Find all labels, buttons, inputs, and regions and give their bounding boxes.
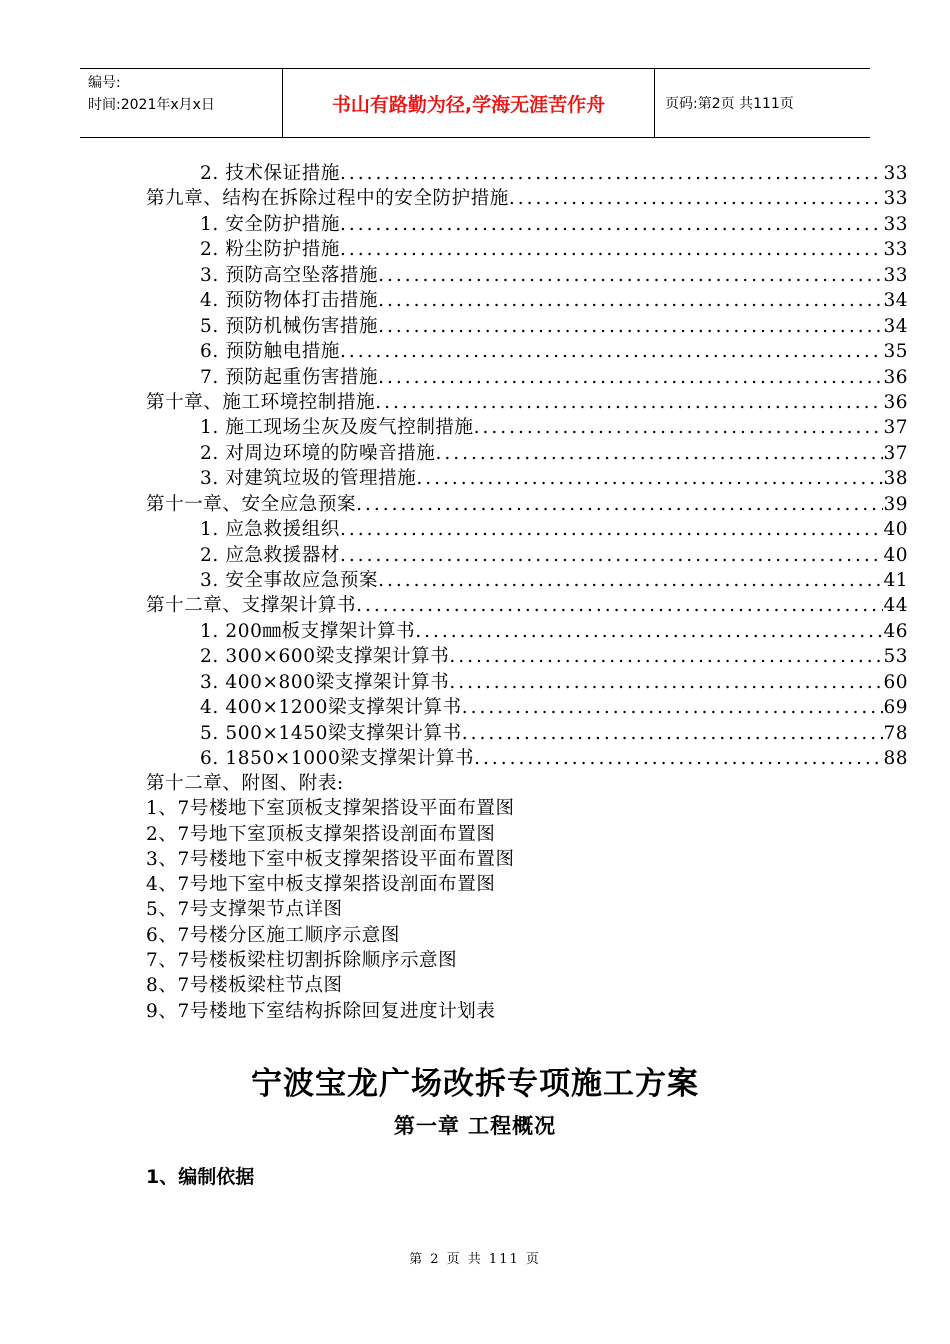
toc-leader-dots (378, 316, 883, 337)
toc-entry-label: 1. 安全防护措施 (200, 213, 340, 235)
toc-entry-page: 37 (883, 442, 908, 464)
toc-entry[interactable] (146, 312, 908, 337)
toc-entry[interactable] (146, 693, 908, 718)
toc-entry[interactable] (146, 591, 908, 616)
toc-entry-page: 46 (883, 620, 908, 642)
toc-leader-dots (378, 570, 883, 591)
appendix-item: 2、7号地下室顶板支撑架搭设剖面布置图 (146, 823, 496, 845)
header-page-info: 页码:第2页 共111页 (665, 96, 794, 112)
toc-entry[interactable] (146, 566, 908, 591)
toc-entry-page: 78 (883, 722, 908, 744)
toc-entry-label: 2. 粉尘防护措施 (200, 239, 340, 261)
toc-entry-page: 34 (883, 315, 908, 337)
toc-entry-page: 33 (883, 264, 908, 286)
toc-entry-label: 7. 预防起重伤害措施 (200, 366, 379, 388)
toc-entry-page: 39 (883, 493, 908, 515)
toc-entry-label: 2. 300×600梁支撑架计算书 (200, 646, 450, 668)
toc-leader-dots (340, 163, 884, 184)
header-motto: 书山有路勤为径,学海无涯苦作舟 (283, 69, 655, 137)
toc-leader-dots (378, 265, 883, 286)
toc-entry-page: 33 (883, 239, 908, 261)
toc-entry-page: 34 (883, 290, 908, 312)
page-header (80, 68, 870, 138)
toc-entry-label: 4. 400×1200梁支撑架计算书 (200, 697, 462, 719)
appendix-item: 8、7号楼板梁柱节点图 (146, 975, 343, 997)
toc-entry-label: 2. 应急救援器材 (200, 544, 340, 566)
toc-entry-page: 88 (883, 748, 908, 770)
header-info-cell (80, 69, 283, 137)
toc-leader-dots (356, 595, 883, 616)
toc-entry-page: 44 (883, 595, 908, 617)
toc-leader-dots (378, 367, 883, 388)
toc-entry[interactable] (146, 286, 908, 311)
toc-entry[interactable] (146, 617, 908, 642)
main-title: 宁波宝龙广场改拆专项施工方案 (251, 1066, 699, 1102)
appendix-item: 5、7号支撑架节点详图 (146, 899, 343, 921)
toc-entry-label: 4. 预防物体打击措施 (200, 290, 379, 312)
appendix-item: 7、7号楼板梁柱切割拆除顺序示意图 (146, 950, 458, 972)
toc-entry-label: 3. 400×800梁支撑架计算书 (200, 671, 450, 693)
toc-leader-dots (435, 443, 883, 464)
toc-leader-dots (375, 392, 883, 413)
toc-leader-dots (474, 417, 884, 438)
toc-leader-dots (340, 214, 884, 235)
toc-entry-page: 53 (883, 646, 908, 668)
toc-entry[interactable] (146, 642, 908, 667)
toc-entry[interactable] (146, 515, 908, 540)
toc-leader-dots (415, 621, 883, 642)
toc-entry-page: 33 (883, 163, 908, 184)
toc-entry-label: 3. 预防高空坠落措施 (200, 264, 379, 286)
toc-leader-dots (340, 341, 884, 362)
appendix-item: 1、7号楼地下室顶板支撑架搭设平面布置图 (146, 798, 515, 820)
toc-entry-page: 33 (883, 213, 908, 235)
toc-entry-page: 37 (883, 417, 908, 439)
toc-entry[interactable] (146, 668, 908, 693)
toc-entry[interactable] (146, 363, 908, 388)
toc-entry[interactable] (146, 388, 908, 413)
appendix-title: 第十二章、附图、附表: (146, 773, 344, 794)
toc-entry-label: 第十章、施工环境控制措施 (146, 391, 376, 413)
toc-leader-dots (378, 290, 883, 311)
toc-entry-label: 第十二章、支撑架计算书 (146, 595, 357, 617)
toc-leader-dots (462, 723, 884, 744)
toc-entry-page: 38 (883, 468, 908, 490)
section-title: 1、编制依据 (146, 1166, 255, 1188)
toc-leader-dots (474, 748, 883, 769)
toc-entry[interactable] (146, 210, 908, 235)
toc-entry-label: 5. 预防机械伤害措施 (200, 315, 379, 337)
toc-entry-page: 36 (883, 391, 908, 413)
appendix-item: 9、7号楼地下室结构拆除回复进度计划表 (146, 1000, 496, 1022)
toc-entry[interactable] (146, 464, 908, 489)
toc-leader-dots (356, 494, 883, 515)
toc-leader-dots (449, 646, 883, 667)
toc-leader-dots (340, 239, 884, 260)
toc-entry-label: 2. 技术保证措施 (200, 163, 340, 184)
appendix-list (146, 769, 515, 1022)
toc-entry-label: 1. 施工现场尘灰及废气控制措施 (200, 417, 474, 439)
toc-entry-label: 第十一章、安全应急预案 (146, 493, 357, 515)
toc-leader-dots (449, 672, 883, 693)
toc-entry[interactable] (146, 719, 908, 744)
toc-entry-label: 1. 200㎜板支撑架计算书 (200, 620, 416, 642)
toc-entry-label: 1. 应急救援组织 (200, 519, 340, 541)
document-date-label: 时间:2021年x月x日 (88, 97, 215, 113)
appendix-item: 6、7号楼分区施工顺序示意图 (146, 924, 400, 946)
document-number-label: 编号: (88, 75, 121, 91)
toc-entry[interactable] (146, 439, 908, 464)
toc-entry-label: 5. 500×1450梁支撑架计算书 (200, 722, 462, 744)
toc-entry-label: 3. 安全事故应急预案 (200, 570, 379, 591)
toc-entry-page: 40 (883, 544, 908, 566)
toc-entry[interactable] (146, 490, 908, 515)
toc-entry[interactable] (146, 413, 908, 438)
table-of-contents (146, 159, 908, 770)
toc-entry-page: 35 (883, 341, 908, 363)
toc-leader-dots (340, 545, 884, 566)
toc-entry-page: 36 (883, 366, 908, 388)
toc-entry-page: 69 (883, 697, 908, 719)
toc-entry[interactable] (146, 159, 908, 184)
toc-entry-label: 6. 预防触电措施 (200, 341, 340, 363)
toc-leader-dots (416, 468, 883, 489)
toc-entry[interactable] (146, 235, 908, 260)
toc-entry-label: 3. 对建筑垃圾的管理措施 (200, 468, 417, 490)
toc-leader-dots (509, 188, 884, 209)
toc-entry-page: 40 (883, 519, 908, 541)
toc-entry-label: 第九章、结构在拆除过程中的安全防护措施 (146, 188, 509, 210)
toc-entry[interactable] (146, 541, 908, 566)
chapter-title: 第一章 工程概况 (393, 1114, 557, 1138)
toc-entry-page: 33 (883, 188, 908, 210)
toc-entry-page: 60 (883, 671, 908, 693)
appendix-item: 3、7号楼地下室中板支撑架搭设平面布置图 (146, 848, 515, 870)
toc-entry[interactable] (146, 744, 908, 769)
toc-entry-label: 2. 对周边环境的防噪音措施 (200, 442, 436, 464)
toc-leader-dots (340, 519, 884, 540)
appendix-item: 4、7号地下室中板支撑架搭设剖面布置图 (146, 874, 496, 896)
page-footer: 第 2 页 共 111 页 (409, 1252, 541, 1267)
toc-entry[interactable] (146, 337, 908, 362)
toc-entry-page: 41 (883, 570, 908, 591)
toc-leader-dots (462, 697, 884, 718)
toc-entry[interactable] (146, 261, 908, 286)
toc-entry-label: 6. 1850×1000梁支撑架计算书 (200, 748, 475, 770)
toc-entry[interactable] (146, 184, 908, 209)
